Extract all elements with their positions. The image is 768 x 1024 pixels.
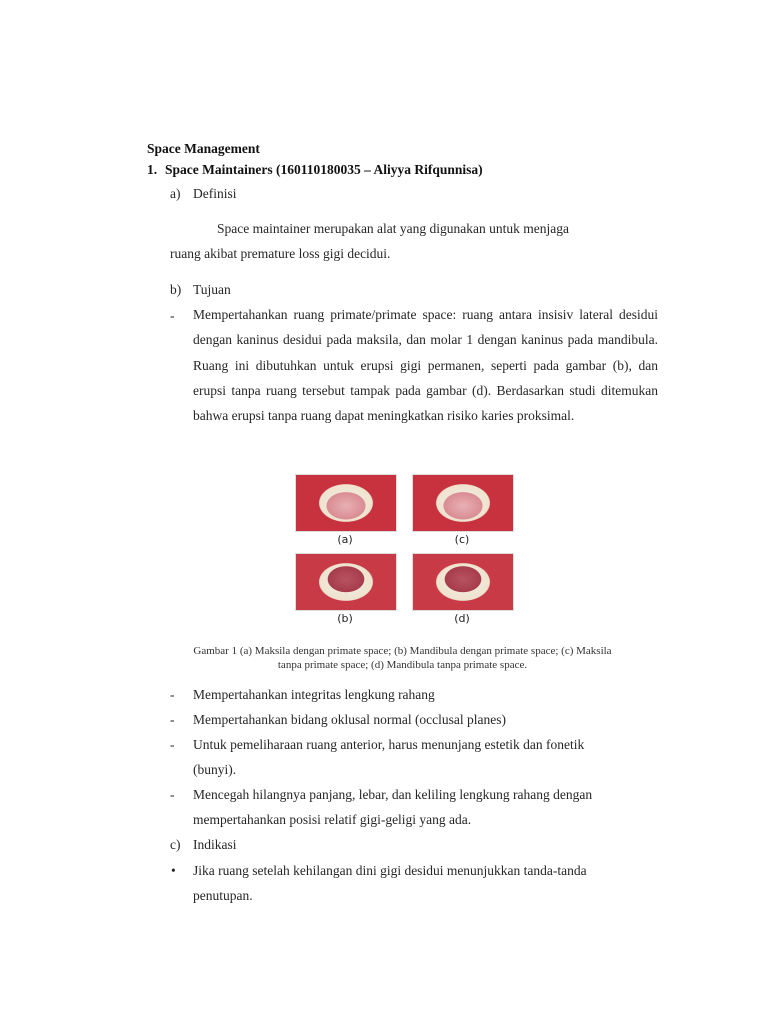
photo-d	[412, 553, 514, 611]
item-number: 1.	[147, 162, 158, 177]
photo-a	[295, 474, 397, 532]
dash-marker: -	[170, 712, 175, 727]
tujuan-paragraph: Mempertahankan ruang primate/primate space: ruang antara insisiv lateral desidui dengan kaninus desidui pada maksila, dan molar 1 dengan kaninus pada mandibula. Ruang ini dibutuhkan untuk erupsi gigi permanen, seperti pada gambar (b), dan erupsi tanpa ruang tersebut tampak pada gambar (d). Berdasarkan studi ditemukan bahwa erupsi tanpa ruang dapat meningkatkan risiko karies proksimal.	[193, 307, 658, 424]
definition-line-1: Space maintainer merupakan alat yang digunakan untuk menjaga	[217, 221, 569, 236]
indikasi-line-1: Jika ruang setelah kehilangan dini gigi desidui menunjukkan tanda-tanda	[193, 863, 587, 878]
bullet-item-line-1: Mencegah hilangnya panjang, lebar, dan keliling lengkung rahang dengan	[193, 787, 593, 802]
section-heading: Space Management	[147, 141, 260, 156]
photo-b	[295, 553, 397, 611]
subitem-marker-a: a)	[170, 186, 181, 201]
photo-label-a: (a)	[337, 533, 353, 546]
item-title: Space Maintainers (160110180035 – Aliyya Rifqunnisa)	[165, 162, 483, 177]
bullet-dot: •	[171, 863, 176, 878]
definition-line-2: ruang akibat premature loss gigi decidui.	[170, 246, 391, 261]
photo-label-d: (d)	[454, 612, 470, 625]
dash-marker: -	[170, 787, 175, 802]
subitem-label-tujuan: Tujuan	[193, 282, 231, 297]
caption-line-2: tanpa primate space; (d) Mandibula tanpa primate space.	[277, 658, 528, 671]
photo-c	[412, 474, 514, 532]
subitem-label-definisi: Definisi	[193, 186, 237, 201]
bullet-item: Mempertahankan bidang oklusal normal (occlusal planes)	[193, 712, 507, 727]
subitem-marker-c: c)	[170, 837, 181, 852]
bullet-item-line-2: (bunyi).	[193, 762, 237, 777]
indikasi-line-2: penutupan.	[193, 888, 253, 903]
caption-line-1: Gambar 1 (a) Maksila dengan primate space; (b) Mandibula dengan primate space; (c) Maksila	[193, 645, 612, 657]
bullet-item-line-2: mempertahankan posisi relatif gigi-geligi yang ada.	[193, 812, 472, 827]
subitem-label-indikasi: Indikasi	[193, 837, 237, 852]
bullet-item: Mempertahankan integritas lengkung rahang	[193, 687, 435, 702]
bullet-item-line-1: Untuk pemeliharaan ruang anterior, harus menunjang estetik dan fonetik	[193, 737, 585, 752]
figure-caption	[150, 645, 655, 672]
photo-label-c: (c)	[454, 533, 470, 546]
dash-marker: -	[170, 687, 175, 702]
subitem-marker-b: b)	[170, 282, 182, 297]
photo-label-b: (b)	[337, 612, 353, 625]
dash-marker: -	[170, 308, 175, 323]
dash-marker: -	[170, 737, 175, 752]
